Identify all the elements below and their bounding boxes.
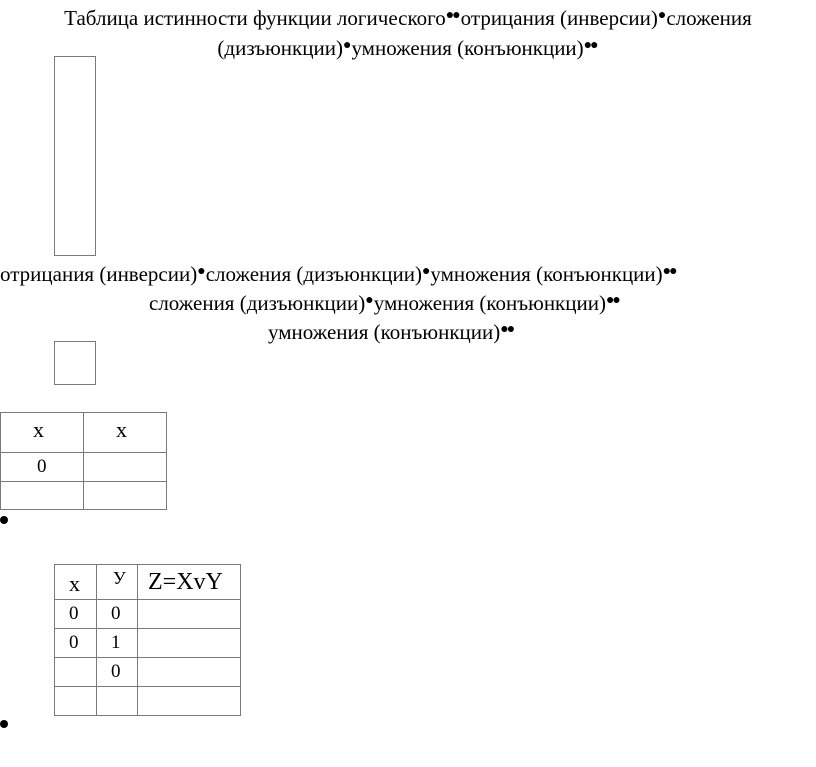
table-cell [138,600,241,629]
table-cell: 1 [97,629,138,658]
repeat-line-2 [149,288,621,316]
table-header-row [1,413,167,453]
table-cell: 0 [55,600,97,629]
table-row [55,600,241,629]
table-cell [55,658,97,687]
disjunction-truth-table [54,564,241,716]
table-cell [84,453,167,482]
table-cell [97,687,138,716]
title-text: (дизъюнкции) [217,36,343,60]
bullet-icon: ● [421,264,429,279]
repeat-text: сложения (дизъюнкции) [205,262,422,286]
title-line-2 [0,33,816,61]
image-placeholder-tall [54,56,96,256]
table-cell [84,482,167,510]
title-text: Таблица истинности функции логического [64,6,446,30]
table-row [55,629,241,658]
bullet-icon: ●● [605,293,619,308]
title-line-1 [0,3,816,31]
table-cell [138,687,241,716]
table-cell [55,687,97,716]
bullet-icon: ● [365,293,372,308]
title-text: сложения [666,6,752,30]
table-cell: 0 [55,629,97,658]
bullet-icon: ● [197,264,204,279]
table-row [55,687,241,716]
table-header-cell: Z=XvY [138,565,241,600]
table-row [1,482,167,510]
repeat-line-3 [268,317,515,345]
table-header-row [55,565,241,600]
bullet-icon: ● [342,38,350,53]
bullet-icon [0,516,8,524]
table-cell [138,629,241,658]
table-row [55,658,241,687]
image-placeholder-small [54,341,96,385]
table-header-cell: x [55,565,97,600]
table-cell: 0 [97,600,138,629]
table-header-cell: У [97,565,138,600]
bullet-icon: ●● [500,322,514,337]
bullet-icon [0,720,8,728]
table-header-cell: x [1,413,84,453]
bullet-icon: ●● [445,8,459,23]
repeat-line-1 [0,259,816,287]
table-cell [1,482,84,510]
table-cell [138,658,241,687]
bullet-icon: ●● [662,264,676,279]
repeat-text: умножения (конъюнкции) [373,291,606,315]
bullet-icon: ● [657,8,665,23]
table-row [1,453,167,482]
table-cell: 0 [1,453,84,482]
table-cell: 0 [97,658,138,687]
title-text: умножения (конъюнкции) [351,36,584,60]
repeat-text: умножения (конъюнкции) [430,262,663,286]
title-text: отрицания (инверсии) [460,6,658,30]
repeat-text: умножения (конъюнкции) [268,320,501,344]
negation-truth-table [0,412,167,510]
table-header-cell: x [84,413,167,453]
repeat-text: отрицания (инверсии) [0,262,198,286]
repeat-text: сложения (дизъюнкции) [149,291,366,315]
bullet-icon: ●● [583,38,597,53]
